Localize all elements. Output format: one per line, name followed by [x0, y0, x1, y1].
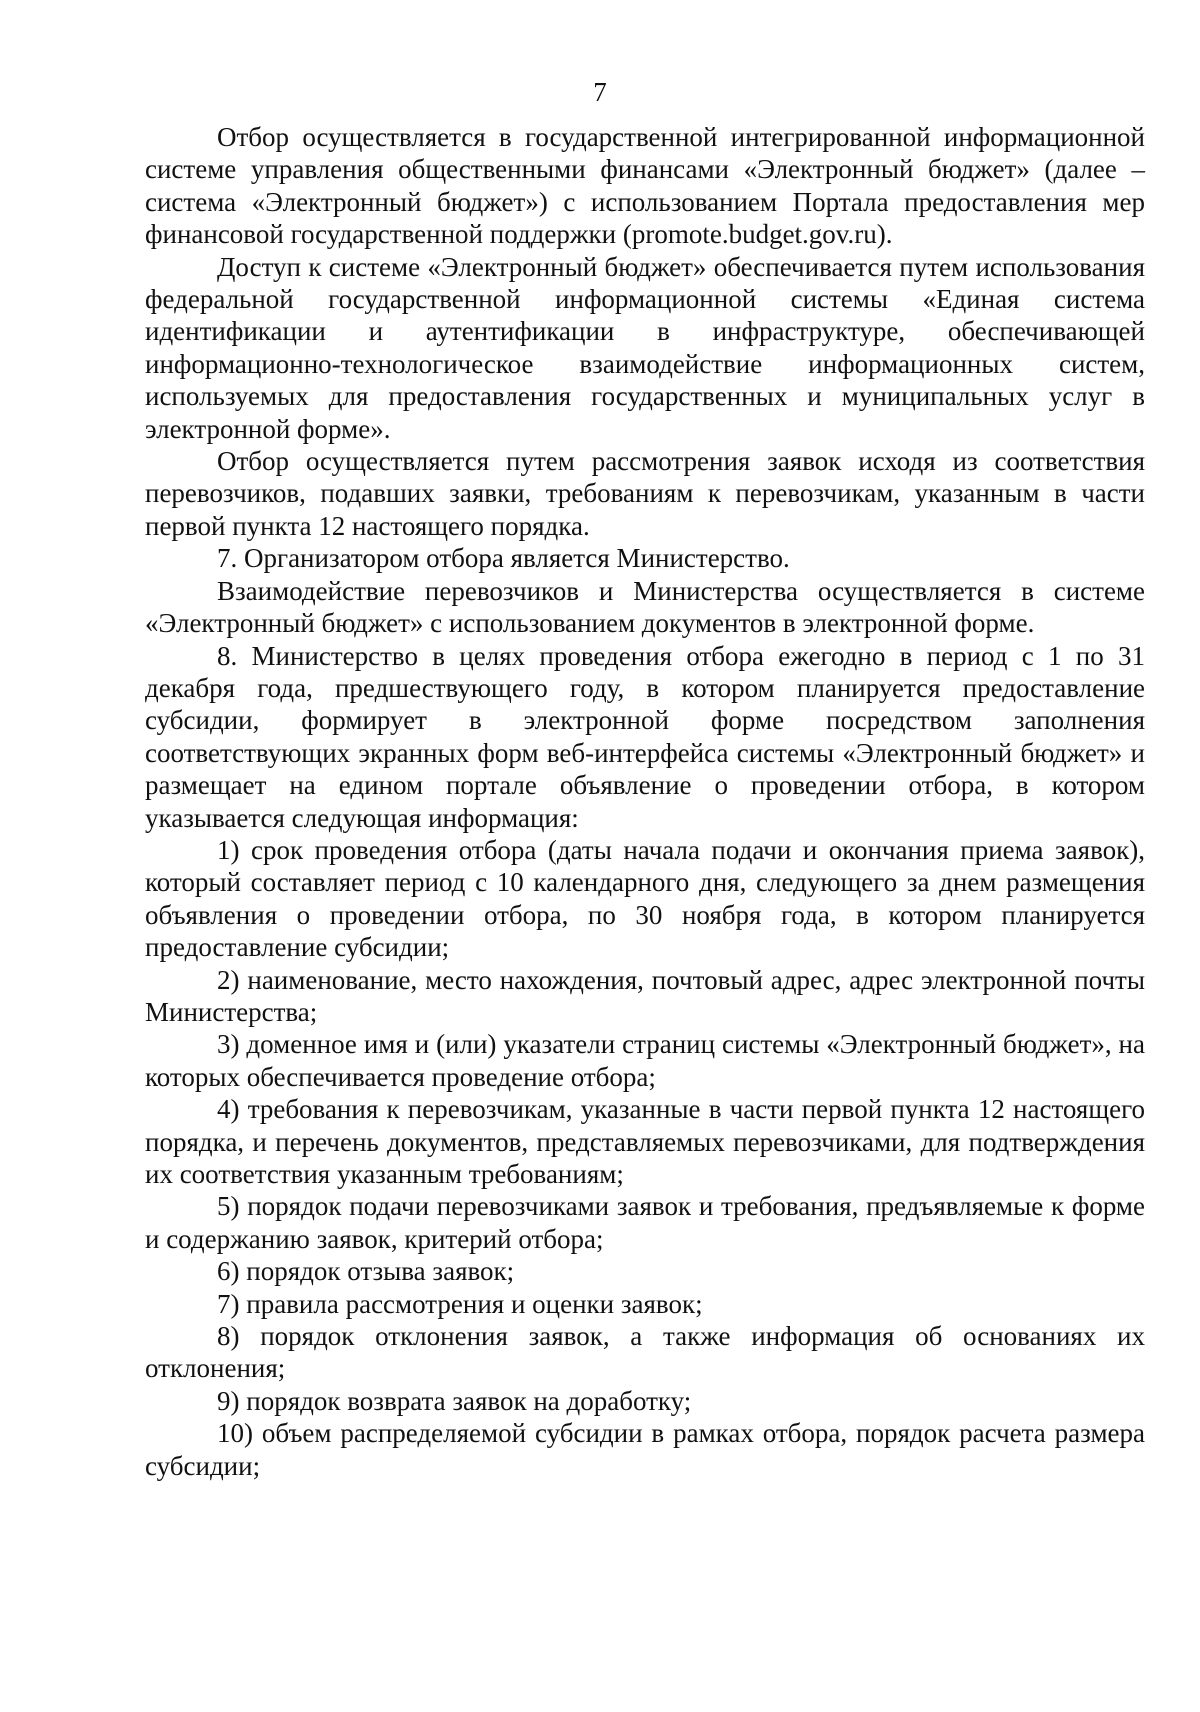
list-item-2: 2) наименование, место нахождения, почтовый адрес, адрес электронной почты Министерства; — [145, 964, 1145, 1027]
paragraph-item-7-organizer: 7. Организатором отбора является Министерство. — [217, 543, 790, 574]
paragraph-interaction: Взаимодействие перевозчиков и Министерства осуществляется в системе «Электронный бюджет» с использованием документов в электронной форме. — [145, 575, 1145, 639]
list-item-7: 7) правила рассмотрения и оценки заявок; — [217, 1288, 703, 1319]
list-item-3: 3) доменное имя и (или) указатели страниц системы «Электронный бюджет», на которых обеспечивается проведение отбора; — [145, 1029, 1145, 1092]
list-item-1: 1) срок проведения отбора (даты начала подачи и окончания приема заявок), который составляет период с 10 календарного дня, следующего за днем размещения объявления о проведении отбора, по 30 ноября года, в котором планируется предоставление субсидии; — [145, 834, 1145, 963]
paragraph-item-8-announcement: 8. Министерство в целях проведения отбора ежегодно в период с 1 по 31 декабря года, предшествующего году, в котором планируется предоставление субсидии, формирует в электронной форме посредством заполнения соответствующих экранных форм веб-интерфейса системы «Электронный бюджет» и размещает на едином портале объявление о проведении отбора, в котором указывается следующая информация: — [145, 640, 1145, 833]
list-item-9: 9) порядок возврата заявок на доработку; — [217, 1385, 692, 1416]
list-item-8: 8) порядок отклонения заявок, а также информация об основаниях их отклонения; — [145, 1321, 1145, 1384]
paragraph-system-access: Доступ к системе «Электронный бюджет» обеспечивается путем использования федеральной государственной информационной системы «Единая система идентификации и аутентификации в инфраструктуре, обеспечивающей информационно-технологическое взаимодействие информационных систем, используемых для предоставления государственных и муниципальных услуг в электронной форме». — [145, 251, 1145, 444]
list-item-4: 4) требования к перевозчикам, указанные в части первой пункта 12 настоящего порядка, и перечень документов, представляемых перевозчиками, для подтверждения их соответствия указанным требованиям; — [145, 1094, 1145, 1189]
paragraph-selection-method: Отбор осуществляется путем рассмотрения заявок исходя из соответствия перевозчиков, подавших заявки, требованиям к перевозчикам, указанным в части первой пункта 12 настоящего порядка. — [145, 446, 1145, 541]
page-number: 7 — [593, 77, 607, 107]
document-body — [145, 121, 1145, 1482]
paragraph-selection-system: Отбор осуществляется в государственной интегрированной информационной системе управления общественными финансами «Электронный бюджет» (далее – система «Электронный бюджет») с использованием Портала предоставления мер финансовой государственной поддержки (promote.budget.gov.ru). — [145, 122, 1145, 250]
list-item-10: 10) объем распределяемой субсидии в рамках отбора, порядок расчета размера субсидии; — [145, 1418, 1145, 1481]
list-item-5: 5) порядок подачи перевозчиками заявок и требования, предъявляемые к форме и содержанию заявок, критерий отбора; — [145, 1191, 1145, 1254]
list-item-6: 6) порядок отзыва заявок; — [217, 1256, 515, 1287]
